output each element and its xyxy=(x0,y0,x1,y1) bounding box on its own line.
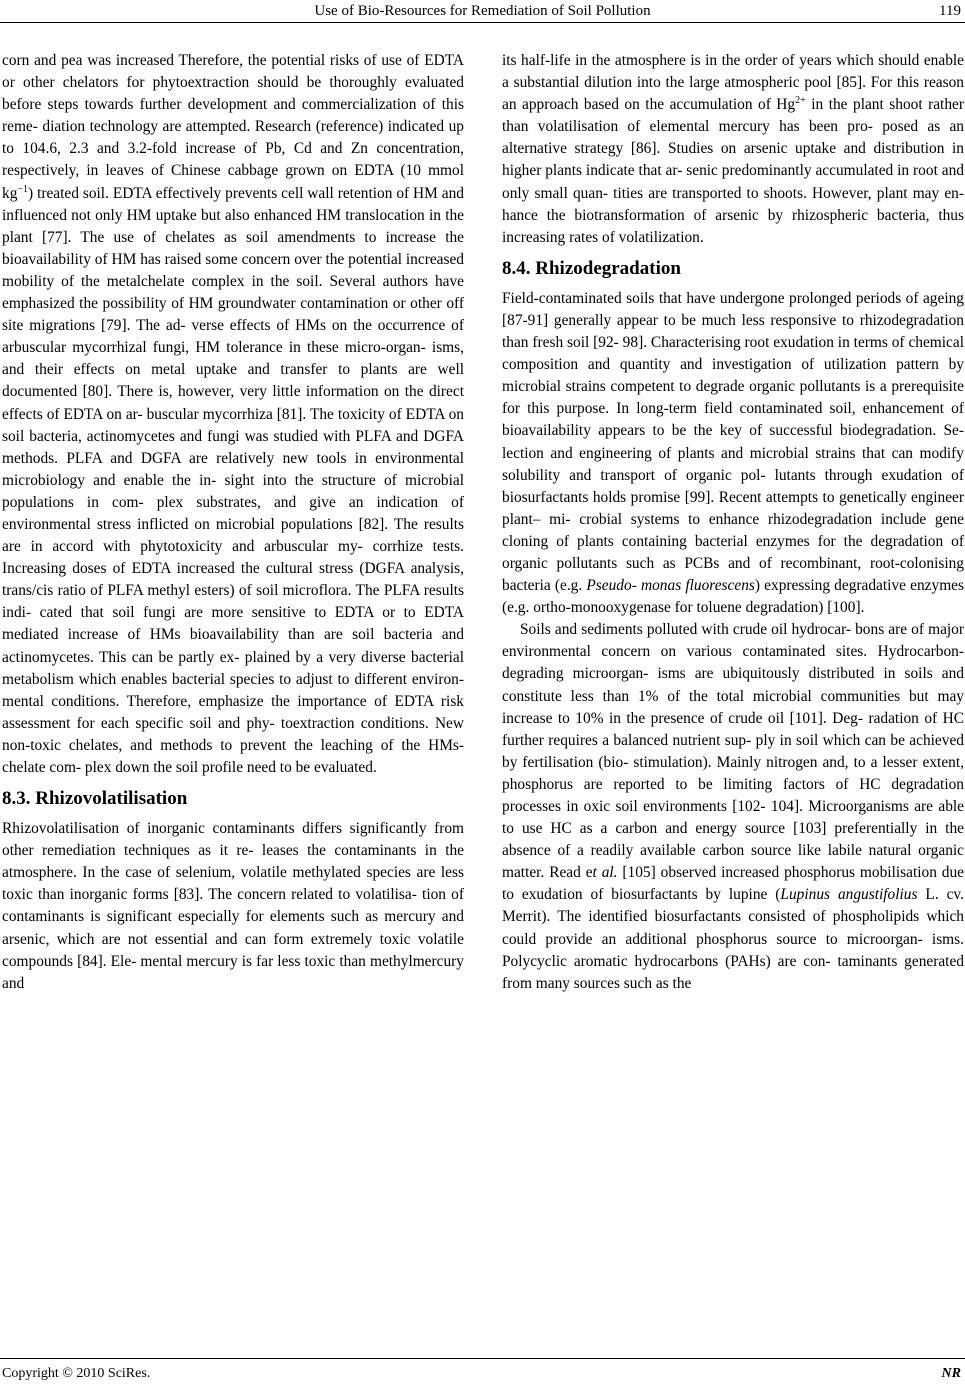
species-name: Lupinus angustifolius xyxy=(780,886,918,904)
section-heading-rhizodegradation: 8.4. Rhizodegradation xyxy=(502,257,681,279)
paragraph-rhizovolatilisation: Rhizovolatilisation of inorganic contaminants differs significantly from other remediation techniques as it re- leases the contaminants in the atmosphere. In the case of selenium, volatile methylated species are less toxic than inorganic forms [83]. The concern related to volatilisa- tion of contaminants is significant especially for elements such as mercury and arsenic, which are not essential and can form extremely toxic volatile compounds [84]. Ele- mental mercury is far less toxic than methylmercury and xyxy=(2,820,464,992)
superscript: −1 xyxy=(17,183,29,195)
paragraph-edta: corn and pea was increased Therefore, the potential risks of use of EDTA or other chelators for phytoextraction should be thoroughly evaluated before steps towards further development and commercialization of this reme- diation technology are attempted. Research (reference) indicated up to 104.6, 2.3 and 3.2-fold increase of Pb, Cd and Zn concentration, respectively, in leaves of Chinese cabbage grown on EDTA (10 mmol $kg^{-1}$) treated soil. EDTA effectively prevents cell wall retention of HM and influenced not only HM uptake but also enhanced HM translocation in the plant [77]. The use of chelates as soil amendments to increase the bioavailability of HM has raised some concern over the potential increased mobility of the metalchelate complex in the soil. Several authors have emphasized the possibility of HM groundwater contamination or other off site migrations [79]. The ad- verse effects of HMs on the occurrence of arbuscular mycorrhizal fungi, HM tolerance in these micro-organ- isms, and their effects on metal uptake and transfer to plants are well documented [80]. There is, however, very little information on the direct effects of EDTA on ar- buscular mycorrhiza [81]. The toxicity of EDTA on soil bacteria, actinomycetes and fungi was studied with PLFA and DGFA methods. PLFA and DGFA are relatively new tools in environmental microbiology and enable the in- sight into the structure of microbial populations in com- plex substrates, and give an indication of environmental stress inflicted on microbial populations [82]. The results are in accord with phytotoxicity and arbuscular my- corrhize tests. Increasing doses of EDTA increased the cultural stress (DGFA analysis, trans/cis ratio of PLFA methyl esters) of soil microflora. The PLFA results indi- cated that soil fungi are more sensitive to EDTA or to EDTA mediated increase of HMs bioavailability than are soil bacteria and actinomycetes. This can be partly ex- plained by a very diverse bacterial metabolism which enables bacterial species to adjust to different environ- mental conditions. Therefore, emphasize the importance of EDTA risk assessment for each specific soil and phy- toextraction conditions. New non-toxic chelates, and methods to prevent the leaching of the HMs-chelate com- plex down the soil profile need to be evaluated. xyxy=(2,52,464,776)
footer-rule xyxy=(0,1358,965,1359)
paragraph-mercury: its half-life in the atmosphere is in the order of years which should enable a substantial dilution into the large atmospheric pool [85]. For this reason an approach based on the accumulation of $Hg^{2+}$ in the plant shoot rather than volatilisation of elemental mercury has been pro- posed as an alternative strategy [86]. Studies on arsenic uptake and distribution in higher plants indicate that ar- senic predominantly accumulated in root and only small quan- tities are transported to shoots. However, plant may en- hance the biotransformation of arsenic by rhizospheric bacteria, thus increasing rates of volatilization. xyxy=(502,52,964,246)
copyright: Copyright © 2010 SciRes. xyxy=(2,1366,151,1381)
superscript: 2+ xyxy=(795,95,806,107)
right-column xyxy=(502,50,964,1350)
journal-abbrev: NR xyxy=(941,1366,961,1381)
paragraph-hydrocarbons: Soils and sediments polluted with crude oil hydrocar- bons are of major environmental concern on various contaminated sites. Hydrocarbon-degrading microorgan- isms are ubiquitously distributed in soils and constitute less than 1% of the total microbial communities but may increase to 10% in the presence of crude oil [101]. Deg- radation of HC further requires a balanced nutrient sup- ply in soil which can be achieved by fertilisation (bio- stimulation). Mainly nitrogen and, to a lesser extent, phosphorus are reported to be limiting factors of HC degradation processes in oxic soil environments [102- 104]. Microorganisms are able to use HC as a carbon and energy source [103] preferentially in the absence of a readily available carbon source like labile natural organic matter. Read et al. [105] observed increased phosphorus mobilisation due to exudation of biosurfactants by lupine (Lupinus angustifolius L. cv. Merrit). The identified biosurfactants consisted of phospholipids which could provide an additional phosphorus source to microorgan- isms. Polycyclic aromatic hydrocarbons (PAHs) are con- taminants generated from many sources such as the xyxy=(502,621,964,992)
paragraph-rhizodegradation: Field-contaminated soils that have undergone prolonged periods of ageing [87-91] generally appear to be much less responsive to rhizodegradation than fresh soil [92- 98]. Characterising root exudation in terms of chemical composition and quantity and investigation of utilization pattern by microbial strains competent to degrade organic pollutants is a prerequisite for this purpose. In long-term field contaminated soil, enhancement of bioavailability appears to be the key of successful biodegradation. Se- lection and engineering of plants and microbial strains that can modify solubility and transport of organic pol- lutants through exudation of biosurfactants holds promise [99]. Recent attempts to genetically engineer plant– mi- crobial systems to enhance rhizodegradation include gene cloning of plants containing bacterial enzymes for the degradation of organic pollutants such as PCBs and of recombinant, root-colonising bacteria (e.g. Pseudo- monas fluorescens) expressing degradative enzymes (e.g. ortho-monooxygenase for toluene degradation) [100]. xyxy=(502,289,964,617)
left-column xyxy=(2,50,464,1350)
page-number: 119 xyxy=(939,3,961,19)
section-heading-rhizovolatilisation: 8.3. Rhizovolatilisation xyxy=(2,788,188,810)
page-footer xyxy=(0,1358,965,1386)
running-title: Use of Bio-Resources for Remediation of Soil Pollution xyxy=(314,3,651,19)
species-name: Pseudo- monas fluorescens xyxy=(586,577,755,595)
header-rule xyxy=(0,22,965,23)
page-header xyxy=(0,0,965,26)
et-al: t al. xyxy=(592,864,618,882)
